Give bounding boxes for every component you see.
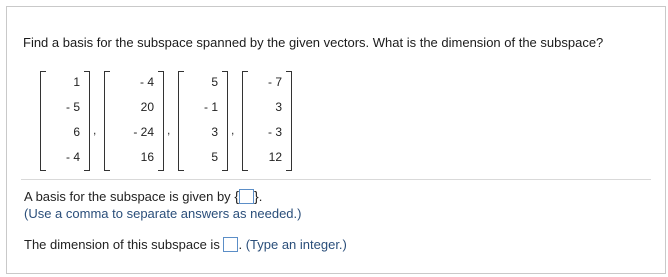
vector-entry: 20 <box>140 100 154 114</box>
vector-entry: 1 <box>73 75 80 89</box>
vector-3 <box>178 71 228 171</box>
dimension-period: . <box>238 237 243 252</box>
vector-entry: - 4 <box>139 75 154 89</box>
vector-entry: 3 <box>275 100 282 114</box>
vector-entry: - 4 <box>65 150 80 164</box>
vector-entry: - 7 <box>267 75 282 89</box>
right-bracket <box>222 71 228 171</box>
vector-1 <box>40 71 90 171</box>
right-bracket <box>84 71 90 171</box>
section-divider <box>21 179 651 180</box>
left-bracket <box>178 71 184 171</box>
vector-entry: - 24 <box>133 125 154 139</box>
basis-hint: (Use a comma to separate answers as needed.) <box>24 206 302 221</box>
right-bracket <box>286 71 292 171</box>
left-bracket <box>40 71 46 171</box>
vector-separator: , <box>167 123 171 137</box>
dimension-prompt <box>24 237 347 252</box>
vector-entry: 12 <box>268 150 282 164</box>
dimension-hint: (Type an integer.) <box>245 237 347 252</box>
basis-prompt <box>24 188 262 204</box>
vector-separator: , <box>93 123 97 137</box>
dimension-label: The dimension of this subspace is <box>24 237 220 252</box>
vector-entry: 6 <box>73 125 80 139</box>
left-bracket <box>242 71 248 171</box>
vector-entry: 3 <box>211 125 218 139</box>
vector-entry: 5 <box>211 150 218 164</box>
vector-2 <box>104 71 164 171</box>
left-bracket <box>104 71 110 171</box>
dimension-answer-input[interactable] <box>223 237 238 252</box>
question-text: Find a basis for the subspace spanned by the given vectors. What is the dimension of the subspace? <box>23 35 604 50</box>
basis-period: . <box>258 189 263 204</box>
right-bracket <box>158 71 164 171</box>
vector-4 <box>242 71 292 171</box>
open-brace: { <box>234 188 239 204</box>
question-panel <box>6 6 666 274</box>
close-brace: } <box>254 188 259 204</box>
vector-entry: - 3 <box>267 125 282 139</box>
basis-label: A basis for the subspace is given by <box>24 189 231 204</box>
vector-entry: - 1 <box>203 100 218 114</box>
vector-entry: 16 <box>140 150 154 164</box>
basis-answer-input[interactable] <box>239 189 254 204</box>
vector-separator: , <box>231 123 235 137</box>
vector-entry: - 5 <box>65 100 80 114</box>
vector-entry: 5 <box>211 75 218 89</box>
